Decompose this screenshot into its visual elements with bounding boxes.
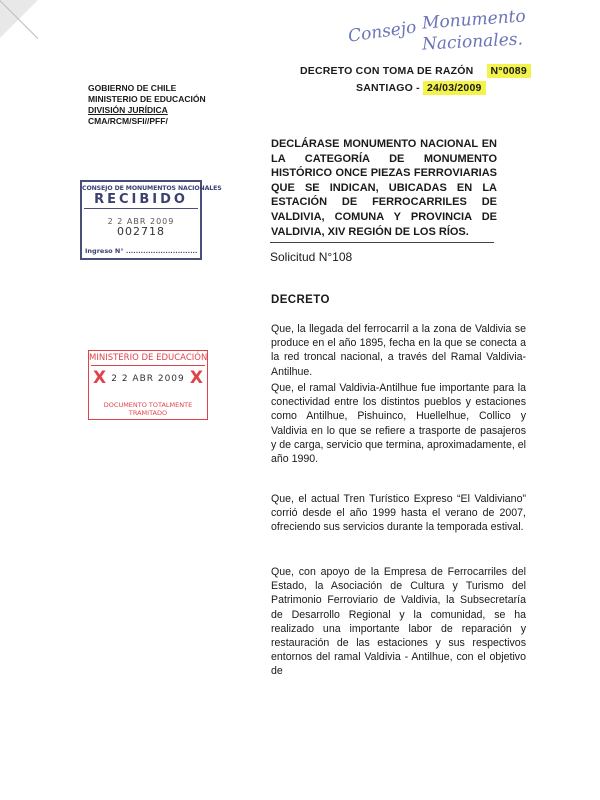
request-number: Solicitud N°108 (270, 250, 353, 264)
ministry-stamp-header: MINISTERIO DE EDUCACIÓN (89, 353, 208, 363)
ministry-stamp-mark-left: X (93, 368, 107, 388)
paragraph: Que, el ramal Valdivia-Antilhue fue importante para la conectividad entre los distintos pueblos y estaciones como Antilhue, Pishuinco, Huellelhue, Collico y Valdivia en lo que se refiere a trasporte de pasajeros y de carga, servicio que termina, aproximadamente, el año 1990. (271, 382, 526, 466)
decree-header (300, 65, 531, 77)
ministry-stamp-date: 2 2 ABR 2009 (111, 374, 185, 384)
ministry-stamp-footer-line2: TRAMITADO (128, 408, 168, 417)
decree-date: 24/03/2009 (423, 81, 486, 95)
handwritten-note (330, 4, 570, 56)
handwritten-note-line2: Monumento (421, 6, 527, 34)
received-stamp-header: CONSEJO DE MONUMENTOS NACIONALES (82, 185, 222, 192)
city-date-line (356, 82, 486, 94)
ministry-stamp-mark-right: X (189, 368, 203, 388)
received-stamp-rule (84, 208, 198, 209)
paragraph: Que, con apoyo de la Empresa de Ferrocarriles del Estado, la Asociación de Cultura y Turismo del Patrimonio Ferroviario de Valdivia, la Subsecretaría de Desarrollo Regional y la comunidad, se ha realizado una importante labor de reparación y restauración de las estaciones y sus respectivos entornos del ramal Valdivia - Antilhue, con el objetivo de (271, 566, 526, 678)
city-label: SANTIAGO - (356, 82, 420, 94)
section-heading: DECRETO (271, 294, 330, 306)
decree-title: DECLÁRASE MONUMENTO NACIONAL EN LA CATEGORÍA DE MONUMENTO HISTÓRICO ONCE PIEZAS FERROVIARIAS QUE SE INDICAN, UBICADAS EN LA ESTACIÓN DE FERROCARRILES DE VALDIVIA, COMUNA Y PROVINCIA DE VALDIVIA, XIV REGIÓN DE LOS RÍOS. (271, 138, 497, 238)
institution-line3: DIVISIÓN JURÍDICA (88, 105, 168, 115)
paragraph: Que, la llegada del ferrocarril a la zona de Valdivia se produce en el año 1895, fecha en la que se conecta a la red troncal nacional, a través del Ramal Valdivia- Antilhue. (271, 323, 526, 378)
received-stamp-date: 2 2 ABR 2009 (107, 217, 175, 226)
handwritten-note-line3: Nacionales. (421, 29, 524, 55)
received-stamp-number: 002718 (117, 225, 165, 238)
paragraph: Que, el actual Tren Turístico Expreso “El Valdiviano” corrió desde el año 1999 hasta el verano de 2007, ofreciendo sus servicios durante la temporada estival. (271, 493, 526, 534)
ministry-stamp-footer-line1: DOCUMENTO TOTALMENTE (103, 401, 193, 409)
decree-number: N°0089 (487, 64, 531, 78)
institution-block (88, 83, 206, 127)
ministry-stamp-rule (91, 365, 205, 366)
ministry-stamp-footer (89, 402, 207, 417)
received-stamp-label: RECIBIDO (94, 192, 188, 207)
decree-label: DECRETO CON TOMA DE RAZÓN (300, 65, 474, 77)
handwritten-note-line1: Consejo (346, 17, 418, 47)
ministry-stamp (88, 350, 208, 420)
institution-line1: GOBIERNO DE CHILE (88, 83, 177, 93)
title-divider (270, 242, 494, 243)
received-stamp (80, 180, 222, 260)
received-stamp-entry: Ingreso N° ............................. (85, 247, 198, 255)
institution-line2: MINISTERIO DE EDUCACIÓN (88, 94, 206, 104)
institution-line4: CMA/RCM/SFI//PFF/ (88, 116, 168, 126)
